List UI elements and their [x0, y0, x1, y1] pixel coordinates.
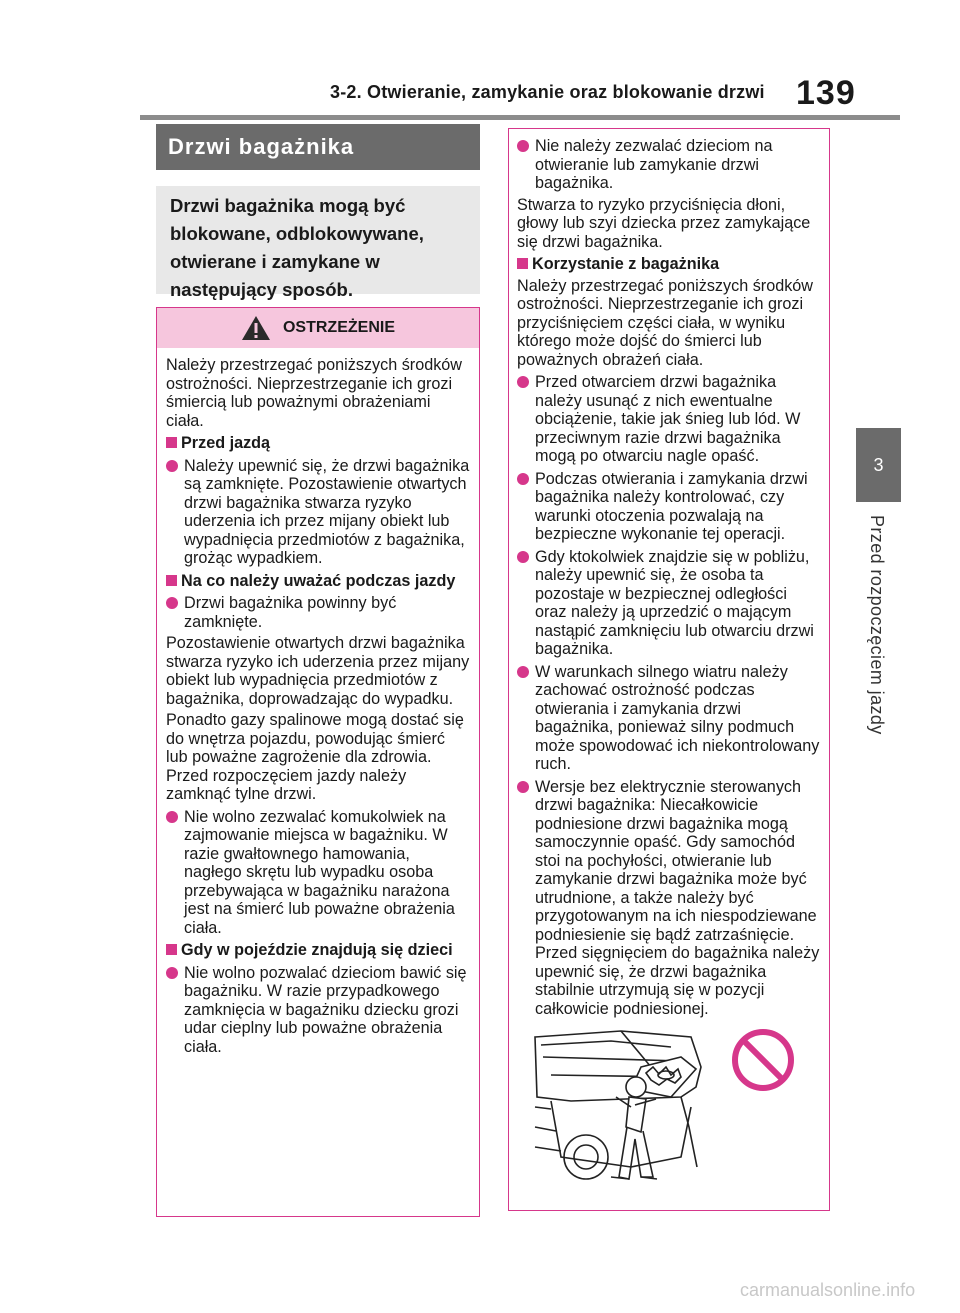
warning-label: OSTRZEŻENIE — [282, 319, 395, 336]
subheading: Korzystanie z bagażnika — [517, 255, 821, 274]
square-bullet-icon — [517, 258, 528, 269]
paragraph: Należy przestrzegać poniższych środków ostrożności. Nieprzestrzeganie ich grozi przyciśnięciem części ciała, w wyniku którego może dojść do śmierci lub poważnych obrażeń ciała. — [517, 276, 813, 369]
section-title: Drzwi bagażnika — [156, 124, 480, 170]
subheading: Przed jazdą — [166, 434, 471, 453]
prohibited-icon — [735, 1032, 791, 1088]
header-rule — [140, 115, 900, 120]
paragraph: Stwarza to ryzyko przyciśnięcia dłoni, głowy lub szyi dziecka przez zamykające się drzwi bagażnika. — [517, 195, 811, 251]
header-title: 3-2. Otwieranie, zamykanie oraz blokowanie drzwi — [330, 82, 765, 102]
bullet-item: Nie wolno pozwalać dzieciom bawić się bagażniku. W razie przypadkowego zamknięcia w bagażniku dziecku grozi udar cieplny lub poważne obrażenia ciała. — [166, 964, 471, 1057]
page-number: 139 — [796, 74, 856, 112]
paragraph: Ponadto gazy spalinowe mogą dostać się do wnętrza pojazdu, powodując śmierć lub poważne zagrożenie dla zdrowia. Przed rozpoczęciem jazdy należy zamknąć tylne drzwi. — [166, 711, 464, 803]
square-bullet-icon — [166, 575, 177, 586]
bullet-dot-icon — [517, 781, 529, 793]
tailgate-hazard-illustration — [531, 1027, 811, 1195]
bullet-dot-icon — [166, 967, 178, 979]
bullet-item: Gdy ktokolwiek znajdzie się w pobliżu, należy upewnić się, że osoba ta pozostaje w bezpiecznej odległości oraz należy ją uprzedzić o mającym nastąpić zamknięciu lub otwarciu drzwi bagażnika. — [517, 548, 821, 659]
chapter-title: Przed rozpoczęciem jazdy — [867, 515, 887, 735]
bullet-dot-icon — [166, 597, 178, 609]
square-bullet-icon — [166, 944, 177, 955]
bullet-dot-icon — [166, 460, 178, 472]
bullet-dot-icon — [517, 551, 529, 563]
bullet-item: Przed otwarciem drzwi bagażnika należy usunąć z nich ewentualne obciążenie, takie jak śnieg lub lód. W przeciwnym razie drzwi bagażnika mogą po otwarciu nagle opaść. — [517, 373, 821, 466]
bullet-dot-icon — [166, 811, 178, 823]
bullet-dot-icon — [517, 376, 529, 388]
chapter-tab — [856, 428, 901, 502]
section-intro: Drzwi bagażnika mogą być blokowane, odblokowywane, otwierane i zamykane w następujący sposób. — [156, 186, 480, 294]
chapter-number: 3 — [873, 454, 884, 475]
warning-continued-box — [508, 128, 830, 1211]
bullet-item: Nie wolno zezwalać komukolwiek na zajmowanie miejsca w bagażniku. W razie gwałtownego hamowania, nagłego skrętu lub wypadku osoba przebywająca w bagażniku narażona jest na śmierć lub poważne obrażenia ciała. — [166, 808, 471, 938]
bullet-item: Podczas otwierania i zamykania drzwi bagażnika należy kontrolować, czy warunki otoczenia pozwalają na bezpieczne wykonanie tej operacji. — [517, 470, 821, 544]
bullet-item: Wersje bez elektrycznie sterowanych drzwi bagażnika: Niecałkowicie podniesione drzwi bagażnika mogą samoczynnie opaść. Gdy samochód stoi na pochyłości, otwieranie lub zamykanie drzwi bagażnika może być utrudnione, a także należy być przygotowanym na ich niespodziewane podniesienie się bądź zatrzaśnięcie. Przed sięgnięciem do bagażnika należy upewnić się, że drzwi bagażnika stabilnie utrzymują się w pozycji całkowicie podniesionej. — [517, 778, 821, 1019]
bullet-item: Drzwi bagażnika powinny być zamknięte. — [166, 594, 471, 631]
bullet-item: Należy upewnić się, że drzwi bagażnika są zamknięte. Pozostawienie otwartych drzwi bagażnika stwarza ryzyko uderzenia ich przez mijany obiekt lub wypadnięcia przedmiotów z bagażnika, grożąc wypadkiem. — [166, 457, 471, 568]
subheading: Gdy w pojeździe znajdują się dzieci — [166, 941, 471, 960]
bullet-item: Nie należy zezwalać dzieciom na otwieranie lub zamykanie drzwi bagażnika. — [517, 137, 821, 193]
square-bullet-icon — [166, 437, 177, 448]
bullet-dot-icon — [517, 140, 529, 152]
subheading: Na co należy uważać podczas jazdy — [166, 572, 471, 591]
watermark: carmanualsonline.info — [740, 1280, 916, 1300]
warning-intro: Należy przestrzegać poniższych środków ostrożności. Nieprzestrzeganie ich grozi śmiercią lub poważnymi obrażeniami ciała. — [166, 356, 462, 430]
bullet-dot-icon — [517, 473, 529, 485]
bullet-dot-icon — [517, 666, 529, 678]
warning-triangle-icon — [241, 315, 271, 341]
warning-header — [157, 308, 479, 348]
bullet-item: W warunkach silnego wiatru należy zachować ostrożność podczas otwierania i zamykania drzwi bagażnika, ponieważ silny podmuch może spowodować ich niekontrolowany ruch. — [517, 663, 821, 774]
paragraph: Pozostawienie otwartych drzwi bagażnika stwarza ryzyko ich uderzenia przez mijany obiekt lub wypadnięcia przedmiotów z bagażnika, doprowadzając do wypadku. — [166, 634, 470, 708]
warning-box — [156, 307, 480, 1217]
